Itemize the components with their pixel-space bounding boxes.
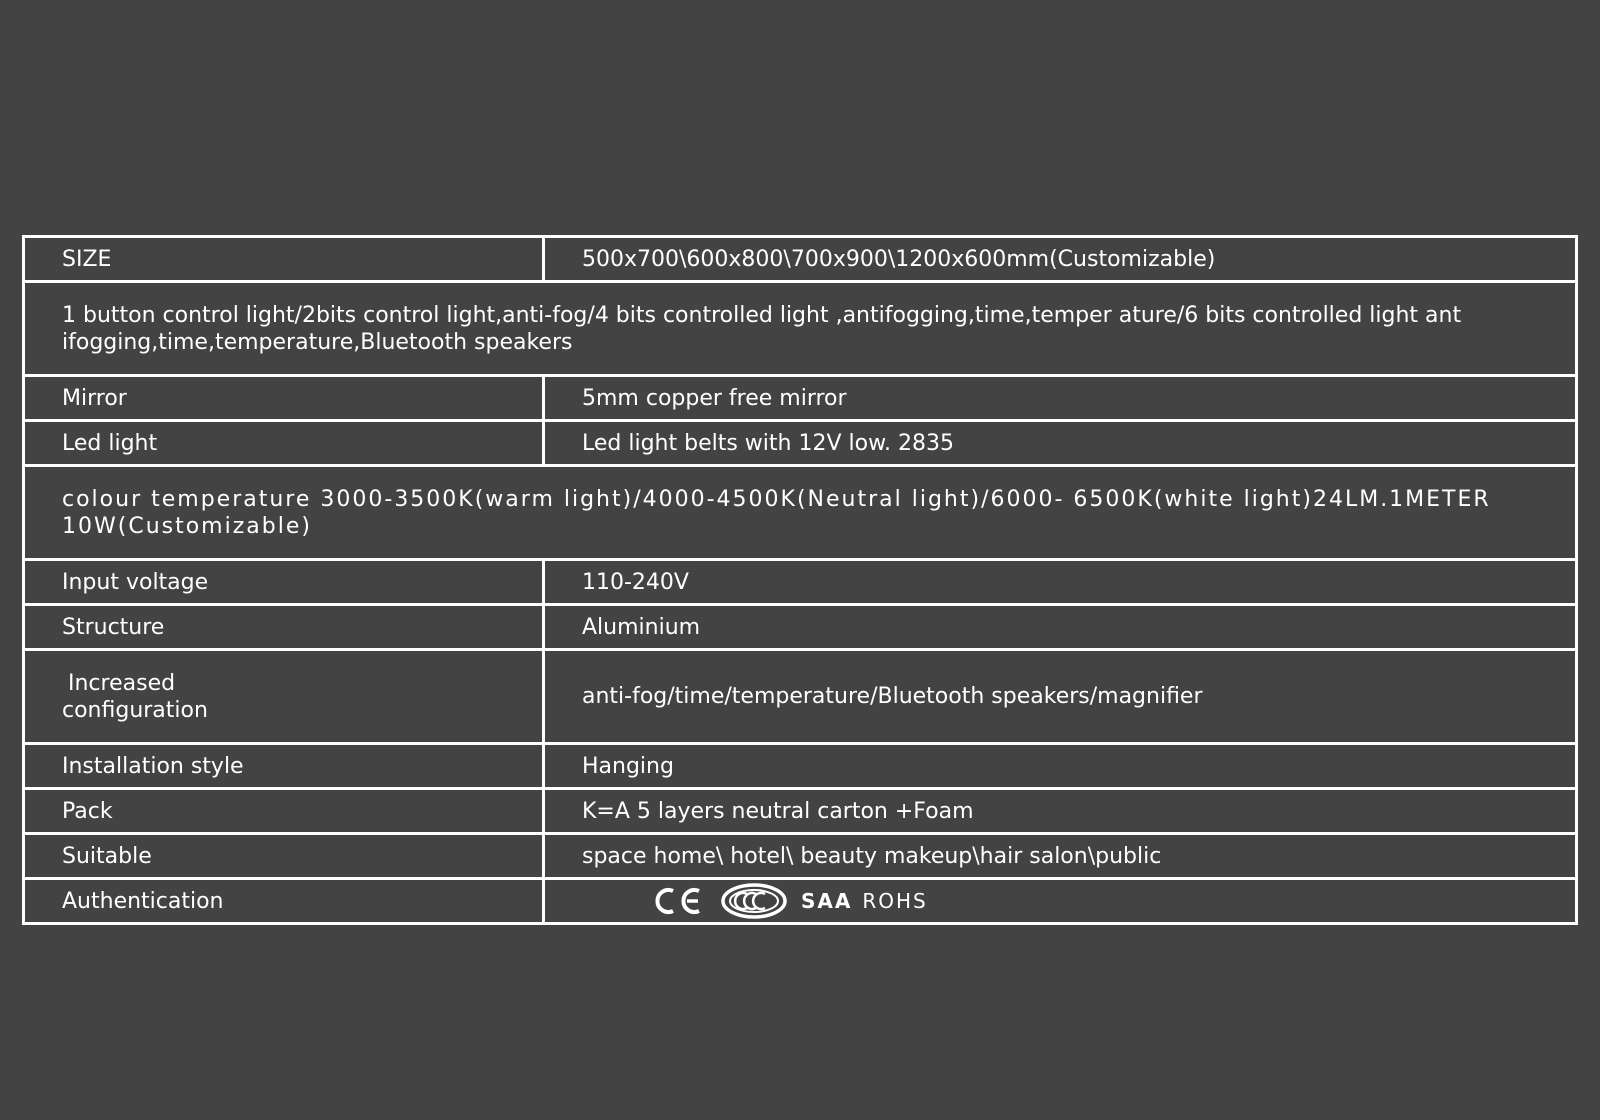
specification-table (22, 235, 1578, 925)
spec-label: Installation style (24, 744, 544, 789)
spec-label: Structure (24, 605, 544, 650)
spec-label-line: configuration (62, 697, 208, 723)
spec-value: 110-240V (544, 560, 1577, 605)
spec-row-controls (24, 282, 1577, 376)
spec-label: Mirror (24, 376, 544, 421)
spec-value: Led light belts with 12V low. 2835 (544, 421, 1577, 466)
spec-value: Hanging (544, 744, 1577, 789)
spec-row-input-voltage (24, 560, 1577, 605)
spec-row-structure (24, 605, 1577, 650)
spec-label: Suitable (24, 834, 544, 879)
spec-row-colour-temperature (24, 466, 1577, 560)
spec-value: 500x700\600x800\700x900\1200x600mm(Customizable) (544, 237, 1577, 282)
spec-row-pack (24, 789, 1577, 834)
spec-row-size (24, 237, 1577, 282)
spec-label: Input voltage (24, 560, 544, 605)
spec-value: space home\ hotel\ beauty makeup\hair salon\public (544, 834, 1577, 879)
spec-row-led-light (24, 421, 1577, 466)
spec-value: K=A 5 layers neutral carton +Foam (544, 789, 1577, 834)
spec-label: SIZE (24, 237, 544, 282)
controls-description: 1 button control light/2bits control light,anti-fog/4 bits controlled light ,antifogging,time,temper ature/6 bits controlled light ant ifogging,time,temperature,Bluetooth speakers (24, 282, 1577, 376)
spec-row-suitable (24, 834, 1577, 879)
ccc-mark-icon (721, 883, 787, 919)
spec-label: Authentication (24, 879, 544, 924)
rohs-mark: ROHS (862, 888, 928, 913)
spec-label (24, 650, 544, 744)
spec-label: Pack (24, 789, 544, 834)
spec-row-increased-configuration (24, 650, 1577, 744)
spec-label: Led light (24, 421, 544, 466)
ce-mark-icon (653, 885, 707, 917)
spec-row-installation-style (24, 744, 1577, 789)
saa-mark: SAA (801, 888, 853, 913)
spec-row-authentication (24, 879, 1577, 924)
spec-value: 5mm copper free mirror (544, 376, 1577, 421)
spec-label-line: Increased (68, 670, 176, 696)
spec-row-mirror (24, 376, 1577, 421)
spec-value: anti-fog/time/temperature/Bluetooth speakers/magnifier (544, 650, 1577, 744)
certification-marks (544, 879, 1577, 924)
spec-value: Aluminium (544, 605, 1577, 650)
colour-temperature-description: colour temperature 3000-3500K(warm light)/4000-4500K(Neutral light)/6000- 6500K(white light)24LM.1METER 10W(Customizable) (24, 466, 1577, 560)
